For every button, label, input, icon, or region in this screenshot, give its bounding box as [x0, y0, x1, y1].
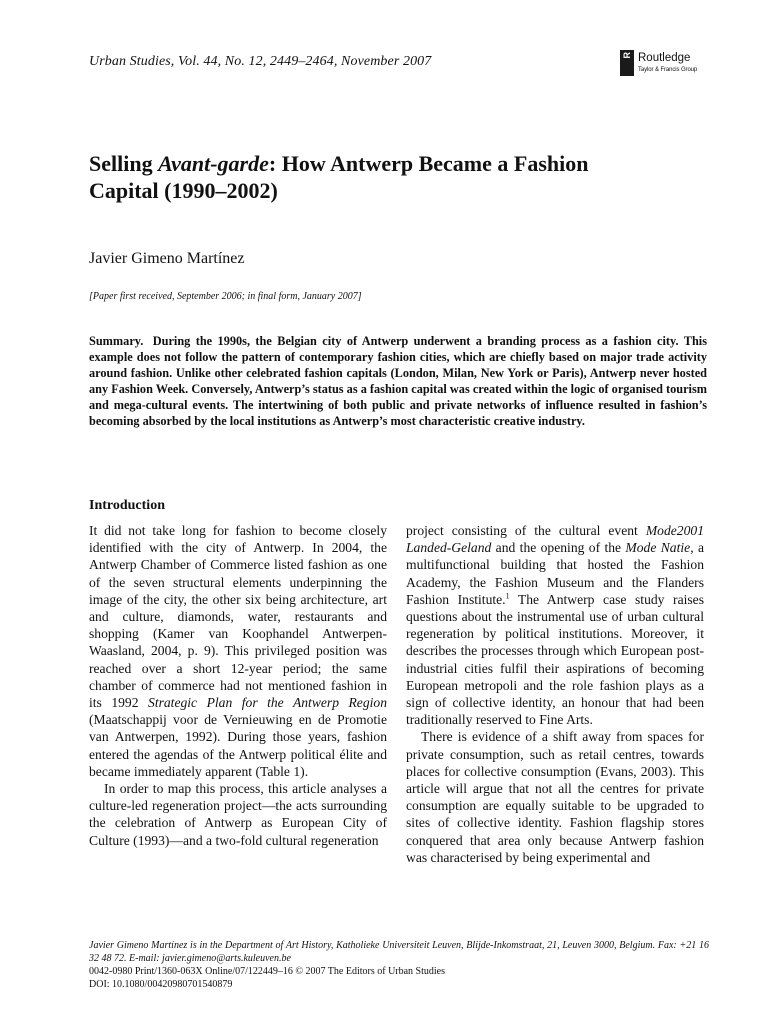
publisher-subtitle: Taylor & Francis Group — [638, 66, 698, 73]
paragraph: In order to map this process, this article analyses a culture-led regeneration project—the acts surrounding the celebration of Antwerp as European City of Culture (1993)—and a two-fold cultural regeneration — [89, 781, 387, 848]
publisher-logo — [620, 50, 697, 76]
issn-line: 0042-0980 Print/1360-063X Online/07/122449–16 © 2007 The Editors of Urban Studies — [89, 966, 446, 977]
footnote-marker[interactable]: 1 — [505, 591, 510, 601]
copyright-footer — [89, 966, 709, 991]
summary-abstract — [89, 333, 707, 429]
paragraph: It did not take long for fashion to become closely identified with the city of Antwerp. In 2004, the Antwerp Chamber of Commerce listed fashion as one of the seven structural elements underpinning the image of the city, the other six being architecture, art and culture, diamonds, water, restaurants and shopping (Kamer van Koophandel Antwerpen-Waasland, 2004, p. 9). This privileged position was reached over a short 12-year period; the same chamber of commerce had not mentioned fashion in its 1992 Strategic Plan for the Antwerp Region (Maatschappij voor de Vernieuwing en de Promotie van Antwerpen, 1992). During those years, fashion entered the agendas of the Antwerp political élite and became immediately apparent (Table 1). — [89, 523, 388, 779]
author-affiliation-footnote: Javier Gimeno Martínez is in the Department of Art History, Katholieke Universiteit Leuven, Blijde-Inkomstraat, 21, Leuven 3000, Belgium. Fax: +21 16 32 48 72. E-mail: javier.gimeno@arts.kuleuven.be — [89, 940, 709, 964]
paragraph: There is evidence of a shift away from spaces for private consumption, such as retail centres, towards places for collective consumption (Evans, 2003). This article will argue that not all the centres for private consumption are equally suitable to be upgraded to sites of collective identity. Fashion flagship stores conquered that area only because Antwerp fashion was characterised by being experimental and — [406, 729, 704, 865]
received-dates: [Paper first received, September 2006; in final form, January 2007] — [89, 291, 362, 302]
section-heading-introduction: Introduction — [89, 498, 165, 513]
journal-reference: Urban Studies, Vol. 44, No. 12, 2449–2464, November 2007 — [89, 54, 432, 69]
routledge-logo-icon: R — [620, 50, 634, 76]
doi-line: DOI: 10.1080/00420980701540879 — [89, 978, 233, 990]
body-column-left — [89, 522, 387, 849]
publisher-name: Routledge — [638, 52, 691, 64]
article-title: Selling Avant-garde: How Antwerp Became a Fashion Capital (1990–2002) — [89, 151, 589, 203]
summary-text: During the 1990s, the Belgian city of Antwerp underwent a branding process as a fashion city. This example does not follow the pattern of contemporary fashion cities, which are chiefly based on major trade activity around fashion. Unlike other celebrated fashion capitals (London, Milan, New York or Paris), Antwerp never hosted any Fashion Week. Conversely, Antwerp’s status as a fashion capital was created within the logic of organised tourism and mega-cultural events. The intertwining of both public and private networks of influence resulted in fashion’s becoming absorbed by the local institutions as Antwerp’s most characteristic creative industry. — [89, 334, 707, 428]
summary-label: Summary. — [89, 334, 144, 348]
paragraph: project consisting of the cultural event Mode2001 Landed-Geland and the opening of the Mode Natie, a multifunctional building that hosted the Fashion Academy, the Fashion Museum and the Flanders Fashion Institute.$^1$ The Antwerp case study raises questions about the instrumental use of urban cultural regeneration by political institutions. Moreover, it describes the processes through which European post-industrial cities fulfil their aspirations of becoming European metropoli and the role fashion plays as a sign of collective identity, an honour that had been traditionally reserved to Fine Arts. — [406, 523, 704, 728]
author-name: Javier Gimeno Martínez — [89, 250, 245, 267]
body-column-right — [406, 522, 704, 866]
